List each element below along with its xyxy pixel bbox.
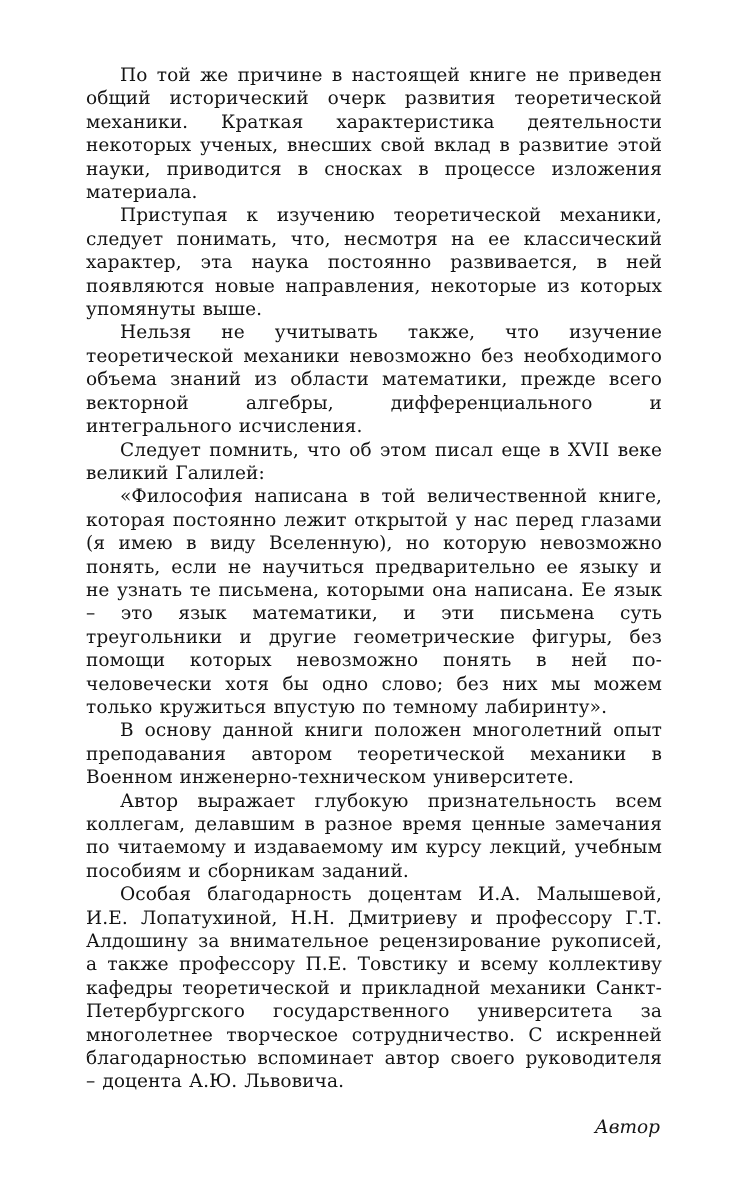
preface-text-block xyxy=(86,64,662,1094)
paragraph: Приступая к изучению теоретической механики, следует понимать, что, несмотря на ее классический характер, эта наука постоянно развивается, в ней появляются новые направления, некоторые из которых упомянуты выше. xyxy=(86,205,662,321)
paragraph: Особая благодарность доцентам И.А. Малышевой, И.Е. Лопатухиной, Н.Н. Дмитриеву и профессору Г.Т. Алдошину за внимательное рецензирование рукописей, а также профессору П.Е. Товстику и всему коллективу кафедры теоретической и прикладной механики Санкт-Петербургского государственного университета за многолетнее творческое сотрудничество. С искренней благодарностью вспоминает автор своего руководителя – доцента А.Ю. Львовича. xyxy=(86,884,662,1093)
paragraph: По той же причине в настоящей книге не приведен общий исторический очерк развития теоретической механики. Краткая характеристика деятельности некоторых ученых, внесших свой вклад в развитие этой науки, приводится в сносках в процессе изложения материала. xyxy=(86,65,662,204)
paragraph: Нельзя не учитывать также, что изучение теоретической механики невозможно без необходимого объема знаний из области математики, прежде всего векторной алгебры, дифференциального и интегрального исчисления. xyxy=(86,322,662,438)
paragraph: В основу данной книги положен многолетний опыт преподавания автором теоретической механики в Военном инженерно-техническом университете. xyxy=(86,720,662,789)
paragraph: Автор выражает глубокую признательность всем коллегам, делавшим в разное время ценные замечания по читаемому и издаваемому им курсу лекций, учебным пособиям и сборникам заданий. xyxy=(86,790,662,882)
paragraph: Следует помнить, что об этом писал еще в XVII веке великий Галилей: xyxy=(86,439,662,484)
paragraph: «Философия написана в той величественной книге, которая постоянно лежит открытой у нас перед глазами (я имею в виду Вселенную), но которую невозможно понять, если не научиться предварительно ее языку и не узнать те письмена, которыми она написана. Ее язык – это язык математики, и эти письмена суть треугольники и другие геометрические фигуры, без помощи которых невозможно понять в ней по-человечески хотя бы одно слово; без них мы можем только кружиться впустую по темному лабиринту». xyxy=(86,486,662,718)
author-signature: Автор xyxy=(594,1116,660,1138)
